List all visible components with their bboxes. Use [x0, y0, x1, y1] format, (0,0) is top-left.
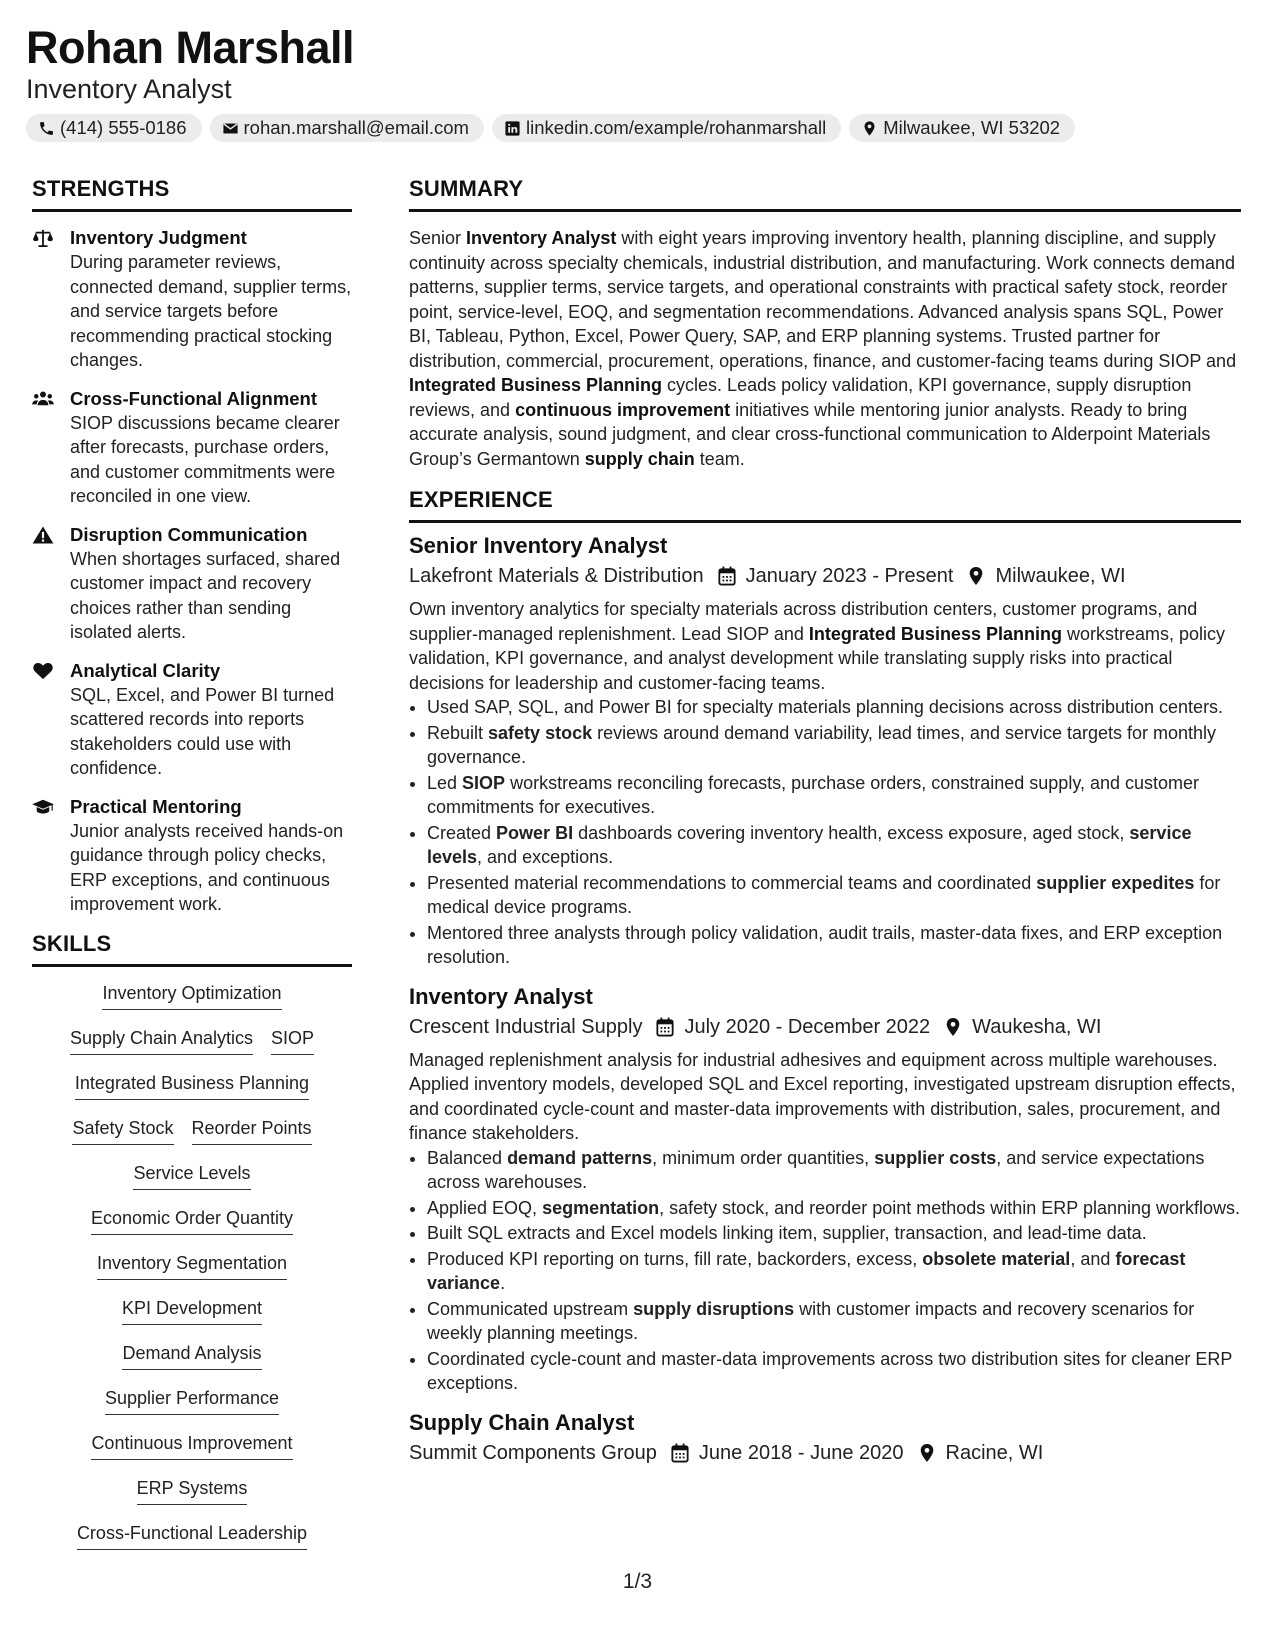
job-bullet: • Presented material recommendations to commercial teams and coordinated supplier expedites for medical device programs. [427, 871, 1241, 920]
strength-item [32, 226, 352, 373]
strength-title: Disruption Communication [70, 523, 308, 545]
strength-description: During parameter reviews, connected demand, supplier terms, and service targets before recommending practical stocking changes. [70, 252, 352, 370]
strength-description: Junior analysts received hands-on guidance through policy checks, ERP exceptions, and continuous improvement work. [70, 820, 344, 914]
users-icon [32, 390, 54, 408]
job-bullet: • Communicated upstream supply disruptions with customer impacts and recovery scenarios for weekly planning meetings. [427, 1297, 1241, 1346]
map-pin-icon [918, 1443, 936, 1463]
strength-item [32, 523, 352, 645]
job-bullet: • Built SQL extracts and Excel models linking item, supplier, transaction, and lead-time data. [427, 1221, 1241, 1246]
job-company: Lakefront Materials & Distribution [409, 565, 704, 587]
job-title: Inventory Analyst [409, 983, 593, 1009]
strength-title: Cross-Functional Alignment [70, 387, 318, 409]
strength-description: SQL, Excel, and Power BI turned scattered records into reports stakeholders could use with confidence. [70, 684, 335, 778]
graduation-cap-icon [32, 798, 54, 816]
strength-title: Practical Mentoring [70, 795, 242, 817]
right-column [409, 176, 1241, 1474]
map-pin-icon [967, 566, 985, 586]
calendar-icon [718, 566, 736, 586]
balance-scale-icon [32, 229, 54, 247]
calendar-icon [656, 1017, 674, 1037]
experience-heading: EXPERIENCE [409, 487, 1241, 523]
job-title: Senior Inventory Analyst [409, 533, 668, 558]
skill-tag: Integrated Business Planning [75, 1071, 309, 1100]
job-entry [409, 531, 1241, 970]
job-location: Milwaukee, WI [995, 565, 1126, 587]
strength-description: SIOP discussions became clearer after forecasts, purchase orders, and customer commitments were reconciled in one view. [70, 412, 340, 506]
skill-tag: Service Levels [133, 1161, 250, 1190]
job-dates: January 2023 - Present [745, 565, 954, 587]
skill-tag: Demand Analysis [122, 1341, 261, 1370]
job-company: Summit Components Group [409, 1441, 657, 1464]
job-bullets [409, 695, 1241, 970]
strengths-list [32, 226, 352, 917]
page-number: 1/3 [622, 1570, 653, 1593]
job-description: Own inventory analytics for specialty materials across distribution centers, customer programs, and supplier-managed replenishment. Lead SIOP and Integrated Business Planning workstreams, policy validation, KPI governance, and analyst development while translating supply risks into practical decisions for leadership and customer-facing teams. [409, 599, 1226, 693]
map-pin-icon [944, 1017, 962, 1037]
job-entry [409, 1408, 1241, 1468]
summary-text: Senior Inventory Analyst with eight years improving inventory health, planning discipline, and supply continuity across specialty chemicals, industrial distribution, and manufacturing. Work connects demand patterns, supplier terms, service targets, and operational constraints with practical safety stock, reorder point, service-level, EOQ, and segmentation recommendations. Advanced analysis spans SQL, Power BI, Tableau, Python, Excel, Power Query, SAP, and ERP planning systems. Trusted partner for distribution, commercial, procurement, operations, finance, and customer-facing teams during SIOP and Integrated Business Planning cycles. Leads policy validation, KPI governance, supply disruption reviews, and continuous improvement initiatives while mentoring junior analysts. Ready to bring accurate analysis, sound judgment, and clear cross-functional communication to Alderpoint Materials Group’s Germantown supply chain team. [409, 228, 1237, 469]
calendar-icon [671, 1443, 689, 1463]
skill-tag: Supply Chain Analytics [70, 1026, 253, 1055]
email-pill[interactable] [210, 114, 484, 142]
job-bullet: • Coordinated cycle-count and master-data improvements across two distribution sites for cleaner ERP exceptions. [427, 1347, 1241, 1396]
warning-icon [32, 526, 54, 544]
job-bullet: • Created Power BI dashboards covering inventory health, excess exposure, aged stock, service levels, and exceptions. [427, 821, 1241, 870]
skills-heading: SKILLS [32, 931, 352, 967]
job-dates: June 2018 - June 2020 [698, 1441, 904, 1464]
location-text: Milwaukee, WI 53202 [883, 117, 1061, 138]
skill-tag: SIOP [271, 1026, 314, 1055]
job-description: Managed replenishment analysis for industrial adhesives and equipment across multiple warehouses. Applied inventory models, developed SQL and Excel reporting, investigated upstream disruption effects, and coordinated cycle-count and master-data improvements with distribution, sales, procurement, and finance stakeholders. [409, 1049, 1236, 1143]
strength-item [32, 659, 352, 781]
strength-item [32, 795, 352, 917]
strength-title: Inventory Judgment [70, 227, 247, 248]
job-bullet: • Mentored three analysts through policy validation, audit trails, master-data fixes, and ERP exception resolution. [427, 921, 1241, 970]
summary-heading: SUMMARY [409, 176, 1241, 212]
heart-icon [32, 662, 54, 680]
job-bullet: • Balanced demand patterns, minimum order quantities, supplier costs, and service expectations across warehouses. [427, 1146, 1241, 1195]
skill-tag: Safety Stock [72, 1116, 173, 1145]
contact-bar [26, 114, 1075, 142]
job-meta [409, 1438, 1241, 1468]
strength-description: When shortages surfaced, shared customer impact and recovery choices rather than sending isolated alerts. [70, 548, 341, 642]
skill-tag: Inventory Optimization [102, 981, 281, 1010]
job-title: Supply Chain Analyst [409, 1409, 635, 1435]
phone-icon [38, 120, 55, 137]
envelope-icon [222, 120, 239, 137]
job-bullet: • Led SIOP workstreams reconciling forecasts, purchase orders, constrained supply, and customer commitments for executives. [427, 771, 1241, 820]
job-bullet: • Used SAP, SQL, and Power BI for specialty materials planning decisions across distribution centers. [427, 695, 1241, 720]
candidate-title: Inventory Analyst [26, 74, 232, 104]
email-text: rohan.marshall@email.com [243, 117, 469, 138]
job-meta [409, 561, 1241, 591]
map-pin-icon [861, 120, 878, 137]
skill-tag: KPI Development [122, 1296, 262, 1325]
skill-tag: Cross-Functional Leadership [77, 1521, 307, 1550]
job-bullet: • Applied EOQ, segmentation, safety stock, and reorder point methods within ERP planning workflows. [427, 1196, 1241, 1221]
job-bullet: • Produced KPI reporting on turns, fill rate, backorders, excess, obsolete material, and forecast variance. [427, 1247, 1241, 1296]
phone-pill[interactable] [26, 114, 202, 142]
job-bullets [409, 1146, 1241, 1396]
strength-title: Analytical Clarity [70, 659, 221, 681]
skills-list [32, 981, 352, 1566]
left-column [32, 176, 352, 1566]
job-location: Waukesha, WI [972, 1015, 1102, 1038]
job-dates: July 2020 - December 2022 [684, 1015, 931, 1038]
skill-tag: Supplier Performance [105, 1386, 279, 1415]
candidate-name: Rohan Marshall [26, 22, 355, 73]
skill-tag: Reorder Points [192, 1116, 312, 1145]
job-company: Crescent Industrial Supply [409, 1015, 643, 1038]
strength-item [32, 387, 352, 509]
strengths-heading: STRENGTHS [32, 176, 352, 212]
linkedin-icon [504, 120, 521, 137]
linkedin-text: linkedin.com/example/rohanmarshall [525, 117, 827, 138]
job-meta [409, 1012, 1241, 1042]
skill-tag: ERP Systems [137, 1476, 248, 1505]
location-pill[interactable] [849, 114, 1075, 142]
skill-tag: Economic Order Quantity [91, 1206, 293, 1235]
phone-text: (414) 555-0186 [60, 117, 187, 138]
skill-tag: Inventory Segmentation [97, 1251, 287, 1280]
job-location: Racine, WI [945, 1441, 1044, 1464]
skill-tag: Continuous Improvement [91, 1431, 292, 1460]
job-entry [409, 982, 1241, 1396]
job-bullet: • Rebuilt safety stock reviews around demand variability, lead times, and service targets for monthly governance. [427, 721, 1241, 770]
linkedin-pill[interactable] [492, 114, 841, 142]
